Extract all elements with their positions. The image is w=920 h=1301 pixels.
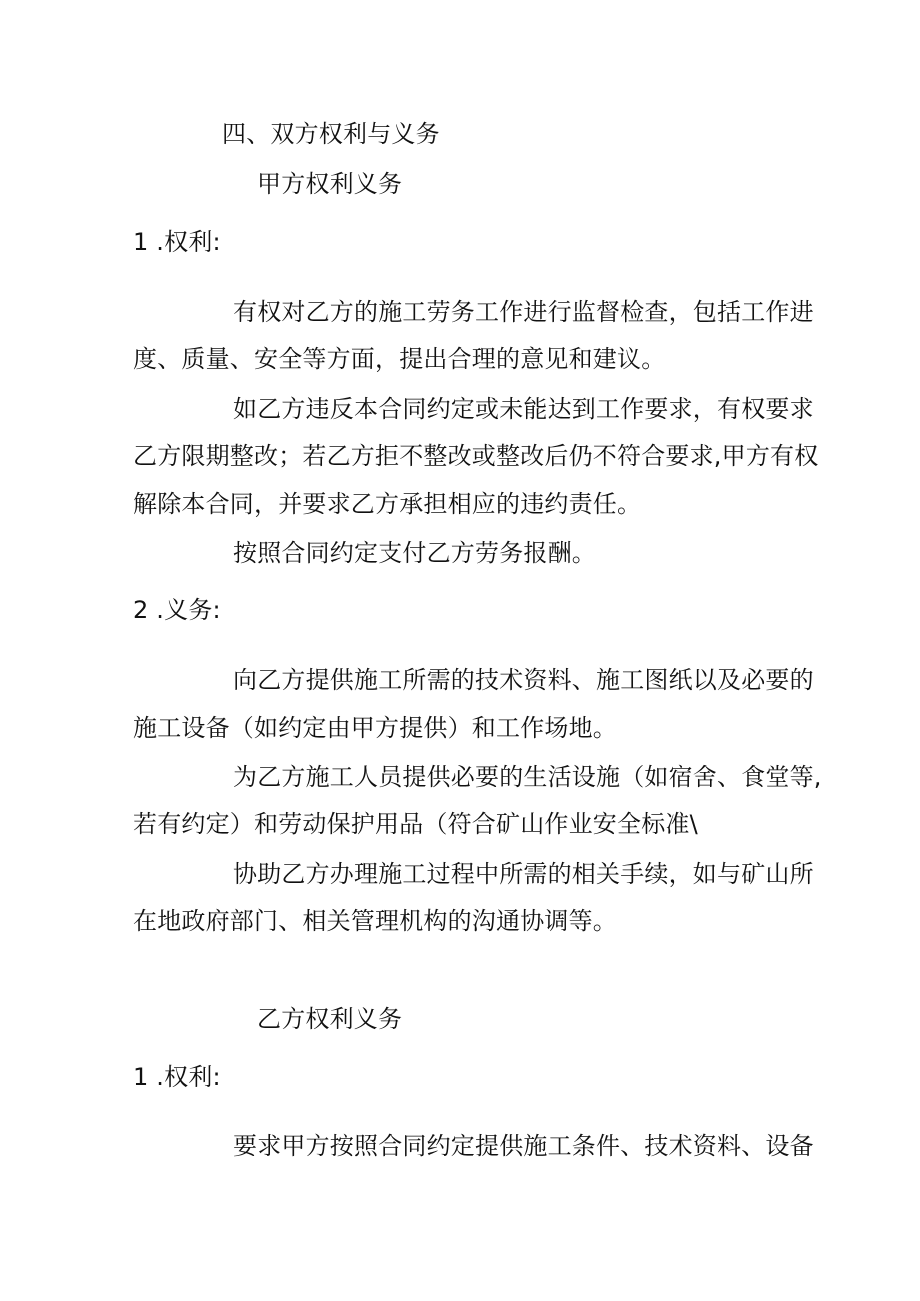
party-a-duties-item-3-line-1: 协助乙方办理施工过程中所需的相关手续，如与矿山所	[233, 860, 814, 888]
party-a-rights-item-2-line-3: 解除本合同，并要求乙方承担相应的违约责任。	[133, 490, 642, 518]
party-a-duties-item-2-line-2: 若有约定）和劳动保护用品（符合矿山作业安全标准\	[133, 810, 698, 838]
party-a-duties-item-1-line-1: 向乙方提供施工所需的技术资料、施工图纸以及必要的	[233, 666, 814, 694]
party-b-title: 乙方权利义务	[257, 1005, 403, 1033]
party-a-rights-item-3-line-1: 按照合同约定支付乙方劳务报酬。	[233, 539, 596, 567]
party-a-rights-item-2-line-2: 乙方限期整改；若乙方拒不整改或整改后仍不符合要求,甲方有权	[133, 442, 819, 470]
party-a-duties-item-2-line-1: 为乙方施工人员提供必要的生活设施（如宿舍、食堂等,	[233, 763, 822, 791]
party-a-rights-label: 1 .权利:	[133, 228, 221, 256]
party-a-duties-item-1-line-2: 施工设备（如约定由甲方提供）和工作场地。	[133, 714, 617, 742]
party-a-duties-item-3-line-2: 在地政府部门、相关管理机构的沟通协调等。	[133, 907, 617, 935]
section-heading: 四、双方权利与义务	[222, 120, 440, 148]
party-a-rights-item-1-line-1: 有权对乙方的施工劳务工作进行监督检查，包括工作进	[233, 298, 814, 326]
party-b-rights-item-1-line-1: 要求甲方按照合同约定提供施工条件、技术资料、设备	[233, 1132, 814, 1160]
party-a-rights-item-2-line-1: 如乙方违反本合同约定或未能达到工作要求，有权要求	[233, 395, 814, 423]
party-b-rights-label: 1 .权利:	[133, 1063, 221, 1091]
party-a-title: 甲方权利义务	[257, 170, 403, 198]
party-a-duties-label: 2 .义务:	[133, 596, 221, 624]
party-a-rights-item-1-line-2: 度、质量、安全等方面，提出合理的意见和建议。	[133, 345, 666, 373]
